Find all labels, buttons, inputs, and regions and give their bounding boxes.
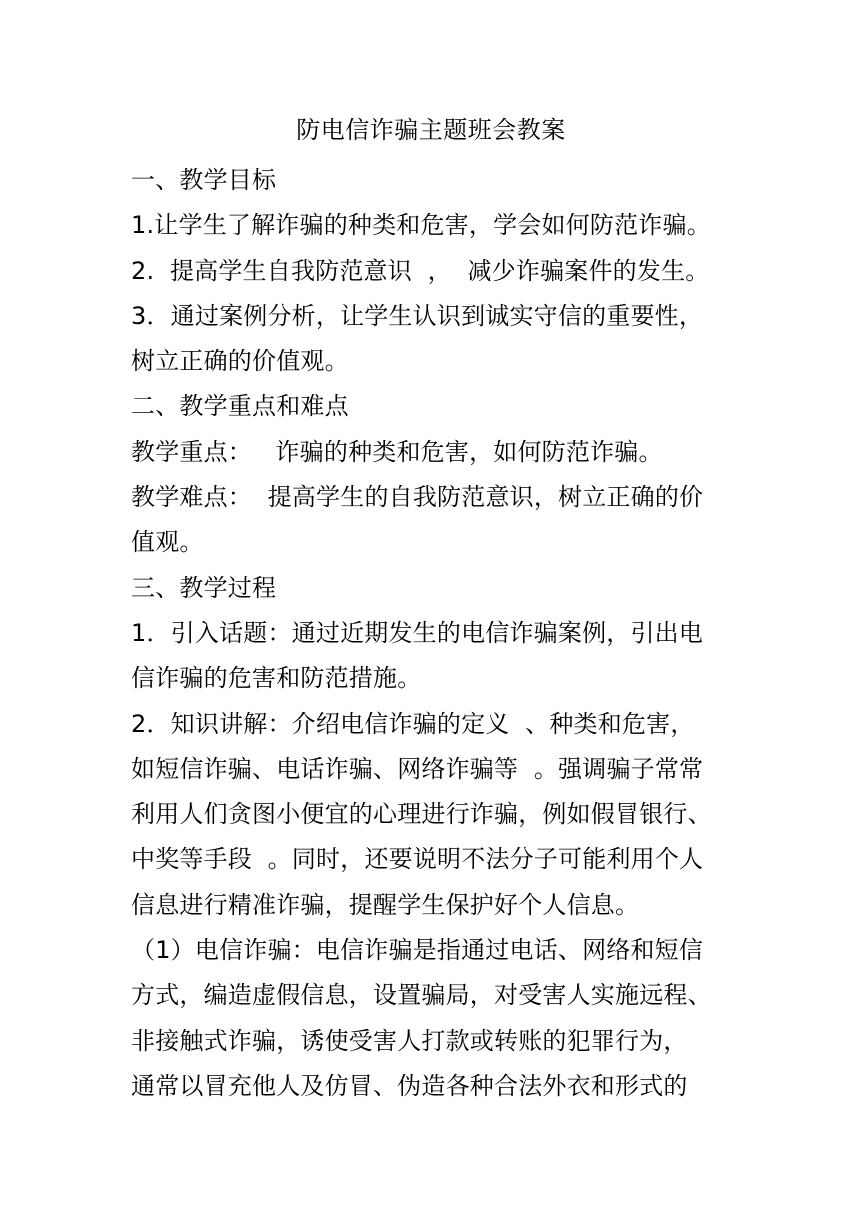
text-line: 信息进行精准诈骗，提醒学生保护好个人信息。	[131, 890, 640, 919]
text-line: 教学难点： 提高学生的自我防范意识，树立正确的价	[131, 483, 704, 512]
text-line: 方式，编造虚假信息，设置骗局，对受害人实施远程、	[131, 981, 712, 1010]
text-line: 3．通过案例分析，让学生认识到诚实守信的重要性，	[131, 301, 704, 330]
document-page	[131, 112, 731, 1109]
text-line: 通常以冒充他人及仿冒、伪造各种合法外衣和形式的	[131, 1071, 688, 1100]
text-line: 1.让学生了解诈骗的种类和危害，学会如何防范诈骗。	[131, 211, 711, 240]
text-line: 2．知识讲解：介绍电信诈骗的定义 、种类和危害，	[131, 709, 695, 738]
document-title: 防电信诈骗主题班会教案	[296, 116, 566, 144]
section-heading-objectives: 一、教学目标	[131, 166, 277, 194]
text-line: 非接触式诈骗，诱使受害人打款或转账的犯罪行为，	[131, 1026, 688, 1055]
section-heading-process: 三、教学过程	[131, 573, 277, 602]
text-line: 中奖等手段 。同时，还要说明不法分子可能利用个人	[131, 845, 704, 874]
text-line: 利用人们贪图小便宜的心理进行诈骗，例如假冒银行、	[131, 800, 712, 829]
text-line: 教学重点： 诈骗的种类和危害，如何防范诈骗。	[131, 437, 663, 466]
document-body	[131, 158, 731, 1109]
text-line: （1）电信诈骗：电信诈骗是指通过电话、网络和短信	[131, 936, 704, 965]
text-line: 2. 提高学生自我防范意识 ， 减少诈骗案件的发生。	[131, 256, 710, 285]
text-line: 值观。	[131, 528, 204, 557]
text-line: 1．引入话题：通过近期发生的电信诈骗案例，引出电	[131, 618, 704, 647]
text-line: 如短信诈骗、电话诈骗、网络诈骗等 。强调骗子常常	[131, 754, 704, 783]
section-heading-key-points: 二、教学重点和难点	[131, 392, 349, 421]
text-line: 树立正确的价值观。	[131, 347, 349, 376]
text-line: 信诈骗的危害和防范措施。	[131, 664, 422, 693]
